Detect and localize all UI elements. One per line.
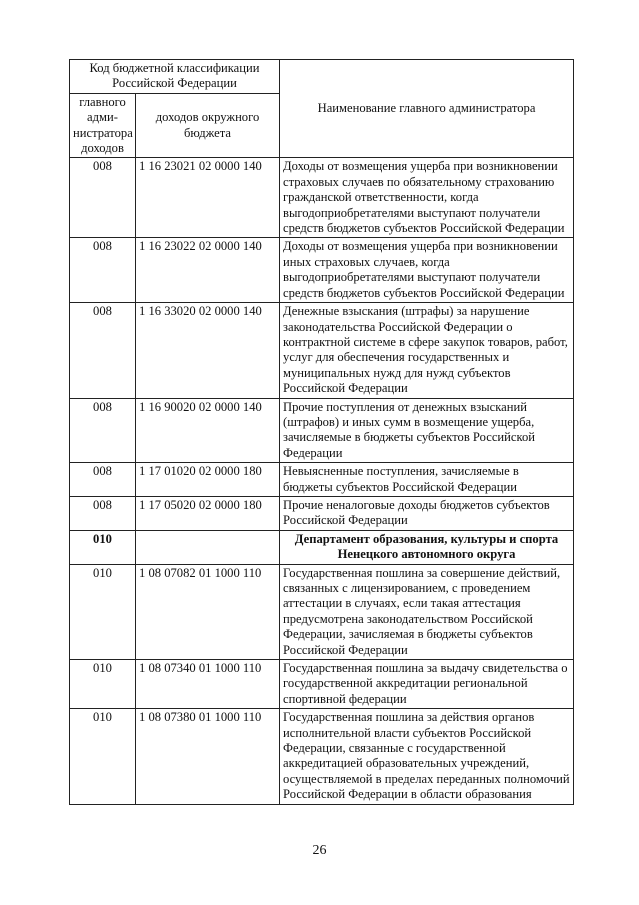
administrator-name-cell: Государственная пошлина за действия органов исполнительной власти субъектов Российской Федерации, связанные с государственной аккредитацией образовательных учреждений, осуществляемой в пределах переданных полномочий Российской Федерации в области образования: [280, 709, 574, 804]
header-administrator-name: Наименование главного администратора: [280, 60, 574, 158]
header-admin-column: главного адми-нистратора доходов: [70, 93, 136, 158]
table-row: [70, 158, 574, 238]
header-row-top: [70, 60, 574, 94]
revenue-code-cell: 1 16 33020 02 0000 140: [136, 303, 280, 398]
administrator-name-cell: Денежные взыскания (штрафы) за нарушение законодательства Российской Федерации о контрактной системе в сфере закупок товаров, работ, услуг для обеспечения государственных и муниципальных нужд для нужд субъектов Российской Федерации: [280, 303, 574, 398]
revenue-code-cell: 1 16 90020 02 0000 140: [136, 398, 280, 463]
admin-code-cell: 008: [70, 463, 136, 497]
revenue-code-cell: 1 08 07082 01 1000 110: [136, 564, 280, 659]
administrator-name-cell: Доходы от возмещения ущерба при возникновении страховых случаев по обязательному страхованию гражданской ответственности, когда выгодоприобретателями выступают получатели средств бюджетов субъектов Российской Федерации: [280, 158, 574, 238]
revenue-code-cell: 1 08 07340 01 1000 110: [136, 660, 280, 709]
administrator-name-cell: Государственная пошлина за совершение действий, связанных с лицензированием, с проведением аттестации в случаях, если такая аттестация предусмотрена законодательством Российской Федерации, зачисляемая в бюджеты субъектов Российской Федерации: [280, 564, 574, 659]
table-row: [70, 660, 574, 709]
budget-classification-table: [69, 59, 574, 805]
admin-code-cell: 008: [70, 496, 136, 530]
administrator-name-cell: Доходы от возмещения ущерба при возникновении иных страховых случаев, когда выгодоприобретателями выступают получатели средств бюджетов субъектов Российской Федерации: [280, 238, 574, 303]
header-revenue-column: доходов окружного бюджета: [136, 93, 280, 158]
page-number: 26: [312, 843, 327, 858]
admin-code-cell: 010: [70, 660, 136, 709]
table-row: [70, 709, 574, 804]
administrator-name-cell: Департамент образования, культуры и спорта Ненецкого автономного округа: [280, 530, 574, 564]
revenue-code-cell: 1 16 23021 02 0000 140: [136, 158, 280, 238]
table-row: [70, 238, 574, 303]
admin-code-cell: 008: [70, 158, 136, 238]
revenue-code-cell: 1 17 01020 02 0000 180: [136, 463, 280, 497]
administrator-name-cell: Прочие поступления от денежных взысканий (штрафов) и иных сумм в возмещение ущерба, зачисляемые в бюджеты субъектов Российской Федерации: [280, 398, 574, 463]
revenue-code-cell: 1 08 07380 01 1000 110: [136, 709, 280, 804]
header-group-title: Код бюджетной классификации Российской Федерации: [70, 60, 280, 94]
admin-code-cell: 008: [70, 238, 136, 303]
table-row: [70, 398, 574, 463]
revenue-code-cell: 1 17 05020 02 0000 180: [136, 496, 280, 530]
table-body: [70, 158, 574, 804]
admin-code-cell: 010: [70, 564, 136, 659]
administrator-name-cell: Прочие неналоговые доходы бюджетов субъектов Российской Федерации: [280, 496, 574, 530]
table-row: [70, 303, 574, 398]
administrator-name-cell: Невыясненные поступления, зачисляемые в бюджеты субъектов Российской Федерации: [280, 463, 574, 497]
administrator-name-cell: Государственная пошлина за выдачу свидетельства о государственной аккредитации региональной спортивной федерации: [280, 660, 574, 709]
table-row: [70, 564, 574, 659]
admin-code-cell: 008: [70, 398, 136, 463]
table-row: [70, 463, 574, 497]
table-row: [70, 496, 574, 530]
admin-code-cell: 008: [70, 303, 136, 398]
revenue-code-cell: 1 16 23022 02 0000 140: [136, 238, 280, 303]
admin-code-cell: 010: [70, 709, 136, 804]
admin-code-cell: 010: [70, 530, 136, 564]
table-row: [70, 530, 574, 564]
revenue-code-cell: [136, 530, 280, 564]
